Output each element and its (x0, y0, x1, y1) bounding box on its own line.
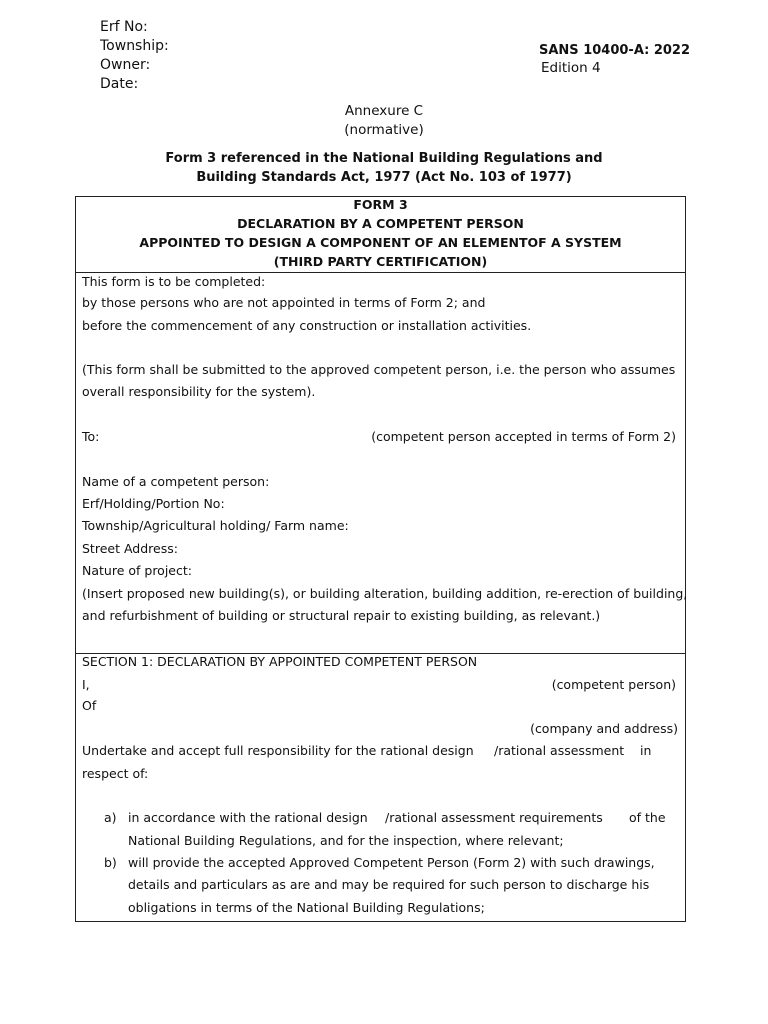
project-hint-line2: and refurbishment of building or structural repair to existing building, as relevant.) (82, 608, 601, 623)
item-a-line2: National Building Regulations, and for the inspection, where relevant; (128, 833, 564, 848)
intro-line1: This form is to be completed: (82, 274, 266, 289)
item-b-line3: obligations in terms of the National Building Regulations; (128, 900, 485, 915)
form-box (75, 196, 686, 922)
item-a-line1-assessment: /rational assessment requirements (385, 810, 603, 825)
item-a-line1: in accordance with the rational design (128, 810, 368, 825)
edition-label: Edition 4 (541, 60, 601, 76)
of-hint: (company and address) (530, 721, 678, 736)
township-label: Township: (100, 38, 169, 54)
item-a-line1-end: of the (629, 810, 666, 825)
divider (76, 272, 685, 273)
date-label: Date: (100, 76, 139, 92)
form-title: DECLARATION BY A COMPETENT PERSON (237, 216, 524, 231)
submission-note-line1: (This form shall be submitted to the approved competent person, i.e. the person who assumes (82, 362, 676, 377)
project-hint-line1: (Insert proposed new building(s), or building alteration, building addition, re-erection of building, (82, 586, 688, 601)
submission-note-line2: overall responsibility for the system). (82, 384, 316, 399)
header-fields (100, 18, 169, 94)
item-b-marker: b) (104, 855, 117, 870)
respect-of: respect of: (82, 766, 149, 781)
annexure-title: Annexure C (344, 103, 424, 119)
form-title-line3: APPOINTED TO DESIGN A COMPONENT OF AN ELEMENTOF A SYSTEM (139, 235, 622, 250)
item-a-marker: a) (104, 810, 117, 825)
i-hint: (competent person) (551, 677, 676, 692)
field-township: Township/Agricultural holding/ Farm name: (82, 518, 349, 533)
erf-label: Erf No: (100, 19, 148, 35)
form-number: FORM 3 (353, 197, 408, 212)
field-competent-person: Name of a competent person: (82, 474, 270, 489)
item-b-line1: will provide the accepted Approved Competent Person (Form 2) with such drawings, (128, 855, 655, 870)
undertake-text: Undertake and accept full responsibility for the rational design (82, 743, 474, 758)
item-b-line2: details and particulars as are and may be required for such person to discharge his (128, 877, 650, 892)
to-label: To: (82, 429, 100, 444)
standard-code: SANS 10400-A: 2022 (539, 43, 691, 58)
intro-line3: before the commencement of any construction or installation activities. (82, 318, 532, 333)
form-reference-line2: Building Standards Act, 1977 (Act No. 103 of 1977) (196, 170, 572, 185)
to-hint: (competent person accepted in terms of Form 2) (371, 429, 676, 444)
of-label: Of (82, 698, 97, 713)
annexure-subtitle: (normative) (344, 122, 424, 138)
owner-label: Owner: (100, 57, 151, 73)
form-title-line4: (THIRD PARTY CERTIFICATION) (273, 254, 488, 269)
section1-heading: SECTION 1: DECLARATION BY APPOINTED COMPETENT PERSON (82, 654, 478, 669)
intro-line2: by those persons who are not appointed in terms of Form 2; and (82, 295, 486, 310)
field-nature-of-project: Nature of project: (82, 563, 192, 578)
i-label: I, (82, 677, 90, 692)
undertake-in: in (640, 743, 652, 758)
field-street-address: Street Address: (82, 541, 178, 556)
field-erf-holding: Erf/Holding/Portion No: (82, 496, 225, 511)
undertake-assessment: /rational assessment (494, 743, 625, 758)
form-reference-line1: Form 3 referenced in the National Building Regulations and (165, 151, 603, 166)
